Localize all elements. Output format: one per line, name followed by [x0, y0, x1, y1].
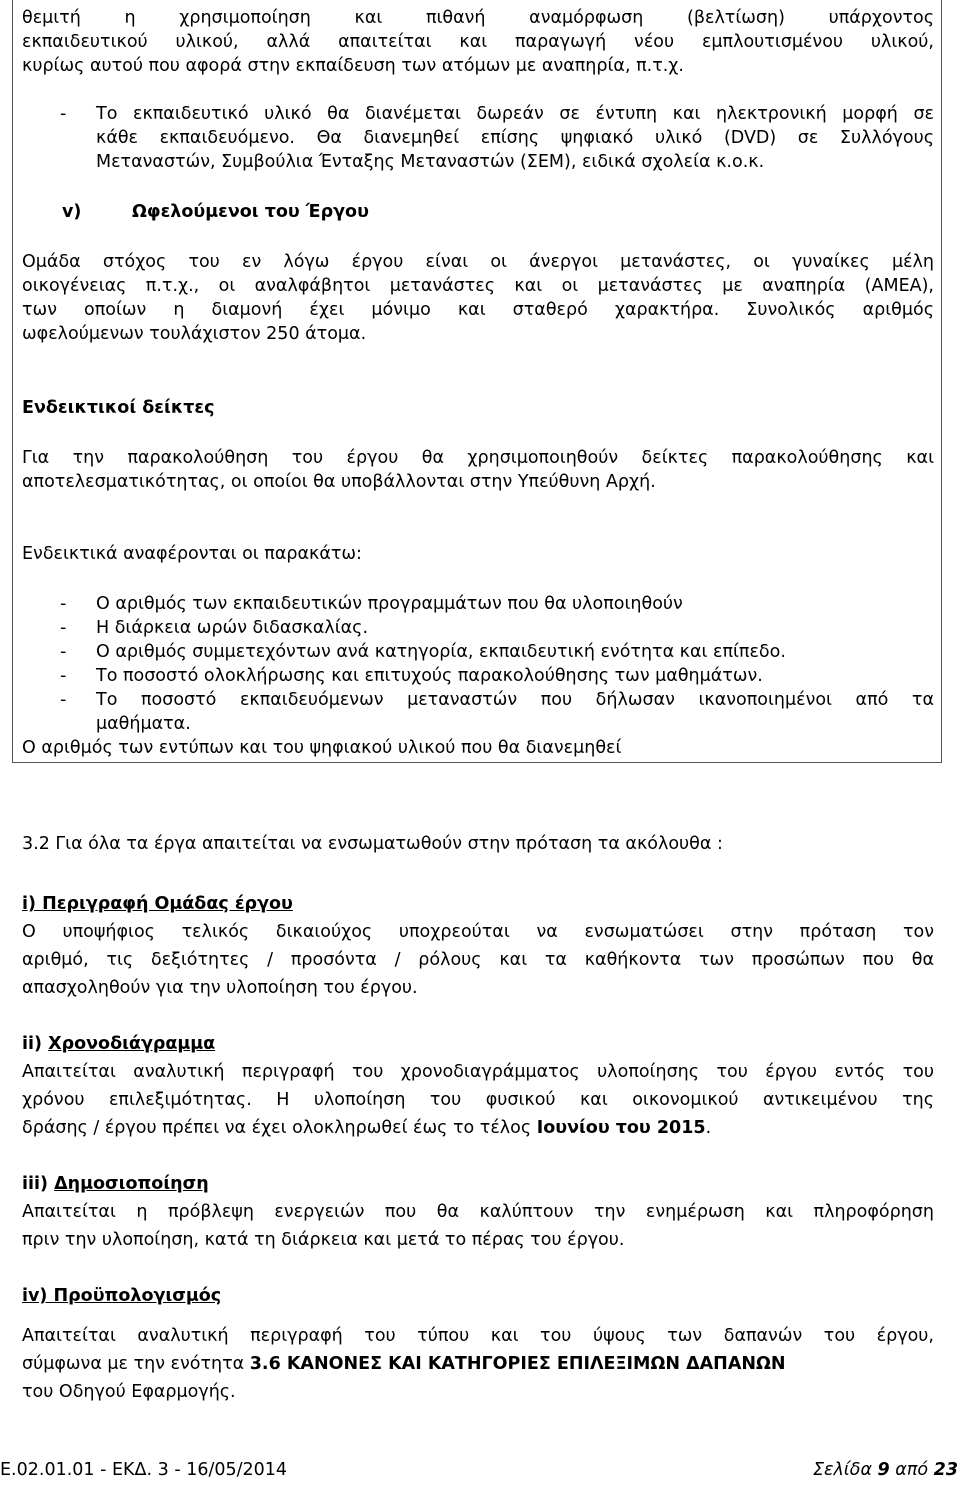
indicator-item-5-line-2: μαθήματα. [96, 714, 191, 734]
indicator-item: Ο αριθμός συμμετεχόντων ανά κατηγορία, εκπαιδευτική ενότητα και επίπεδο. [96, 642, 786, 662]
intro-line-1: θεμιτή η χρησιμοποίηση και πιθανή αναμόρφωση (βελτίωση) υπάρχοντος [22, 8, 934, 28]
section-iii-title: iii) Δημοσιοποίηση [22, 1174, 209, 1194]
bullet1-line-1: Το εκπαιδευτικό υλικό θα διανέμεται δωρεάν σε έντυπη και ηλεκτρονική μορφή σε [96, 104, 934, 124]
indicative-intro: Ενδεικτικά αναφέρονται οι παρακάτω: [22, 544, 362, 564]
section-iv-line-1: Απαιτείται αναλυτική περιγραφή του τύπου και του ύψους των δαπανών του έργου, [22, 1326, 934, 1346]
item-dash: - [60, 594, 67, 614]
section-ii-title: ii) Χρονοδιάγραμμα [22, 1034, 216, 1054]
section-v-number: v) [62, 202, 82, 222]
section-v-title: Ωφελούμενοι του Έργου [132, 202, 369, 222]
item-dash: - [60, 642, 67, 662]
intro-line-3: κυρίως αυτού που αφορά στην εκπαίδευση των ατόμων με αναπηρία, π.τ.χ. [22, 56, 684, 76]
section-v-line-3: των οποίων η διαμονή έχει μόνιμο και σταθερό χαρακτήρα. Συνολικός αριθμός [22, 300, 934, 320]
indicator-item: Η διάρκεια ωρών διδασκαλίας. [96, 618, 369, 638]
indicators-line-2: αποτελεσματικότητας, οι οποίοι θα υποβάλλονται στην Υπεύθυνη Αρχή. [22, 472, 656, 492]
section-iii-line-1: Απαιτείται η πρόβλεψη ενεργειών που θα καλύπτουν την ενημέρωση και πληροφόρηση [22, 1202, 934, 1222]
item-dash: - [60, 690, 67, 710]
section-iv-line-2: σύμφωνα με την ενότητα 3.6 ΚΑΝΟΝΕΣ ΚΑΙ ΚΑΤΗΓΟΡΙΕΣ ΕΠΙΛΕΞΙΜΩΝ ΔΑΠΑΝΩΝ [22, 1354, 786, 1374]
indicator-item: Το ποσοστό ολοκλήρωσης και επιτυχούς παρακολούθησης των μαθημάτων. [96, 666, 763, 686]
section-ii-line-2: χρόνου επιλεξιμότητας. Η υλοποίηση του φυσικού και οικονομικού αντικειμένου της [22, 1090, 934, 1110]
bullet-dash: - [60, 104, 67, 124]
bullet1-line-3: Μεταναστών, Συμβούλια Ένταξης Μεταναστών (ΣΕΜ), ειδικά σχολεία κ.ο.κ. [96, 152, 765, 172]
indicator-item-5-line-1: Το ποσοστό εκπαιδευόμενων μεταναστών που δήλωσαν ικανοποιημένοι από τα [96, 690, 934, 710]
item-dash: - [60, 618, 67, 638]
bullet1-line-2: κάθε εκπαιδευόμενο. Θα διανεμηθεί επίσης ψηφιακό υλικό (DVD) σε Συλλόγους [96, 128, 934, 148]
section-v-line-4: ωφελούμενων τουλάχιστον 250 άτομα. [22, 324, 367, 344]
section-iv-title: iv) Προϋπολογισμός [22, 1286, 222, 1306]
indicator-item: Ο αριθμός των εκπαιδευτικών προγραμμάτων που θα υλοποιηθούν [96, 594, 683, 614]
section-ii-line-3: δράσης / έργου πρέπει να έχει ολοκληρωθεί έως το τέλος Ιουνίου του 2015. [22, 1118, 712, 1138]
footer-doc-code: Ε.02.01.01 - ΕΚΔ. 3 - 16/05/2014 [0, 1460, 288, 1480]
item-dash: - [60, 666, 67, 686]
footer-page-number: Σελίδα 9 από 23 [812, 1460, 958, 1480]
section-iv-line-3: του Οδηγού Εφαρμογής. [22, 1382, 236, 1402]
closing-line: Ο αριθμός των εντύπων και του ψηφιακού υλικού που θα διανεμηθεί [22, 738, 622, 758]
indicators-line-1: Για την παρακολούθηση του έργου θα χρησιμοποιηθούν δείκτες παρακολούθησης και [22, 448, 934, 468]
section-i-line-3: απασχοληθούν για την υλοποίηση του έργου. [22, 978, 418, 998]
section-i-line-2: αριθμό, τις δεξιότητες / προσόντα / ρόλους και τα καθήκοντα των προσώπων που θα [22, 950, 934, 970]
intro-line-2: εκπαιδευτικού υλικού, αλλά απαιτείται και παραγωγή νέου εμπλουτισμένου υλικού, [22, 32, 934, 52]
section-v-line-2: οικογένειας π.τ.χ., οι αναλφάβητοι μετανάστες και οι μετανάστες με αναπηρία (ΑΜΕΑ), [22, 276, 934, 296]
section-3-2-heading: 3.2 Για όλα τα έργα απαιτείται να ενσωματωθούν στην πρόταση τα ακόλουθα : [22, 834, 723, 854]
section-i-line-1: Ο υποψήφιος τελικός δικαιούχος υποχρεούται να ενσωματώσει στην πρόταση τον [22, 922, 934, 942]
indicators-title: Ενδεικτικοί δείκτες [22, 398, 215, 418]
section-iii-line-2: πριν την υλοποίηση, κατά τη διάρκεια και μετά το πέρας του έργου. [22, 1230, 625, 1250]
section-v-line-1: Ομάδα στόχος του εν λόγω έργου είναι οι άνεργοι μετανάστες, οι γυναίκες μέλη [22, 252, 934, 272]
section-ii-line-1: Απαιτείται αναλυτική περιγραφή του χρονοδιαγράμματος υλοποίησης του έργου εντός του [22, 1062, 934, 1082]
section-i-title: i) Περιγραφή Ομάδας έργου [22, 894, 293, 914]
